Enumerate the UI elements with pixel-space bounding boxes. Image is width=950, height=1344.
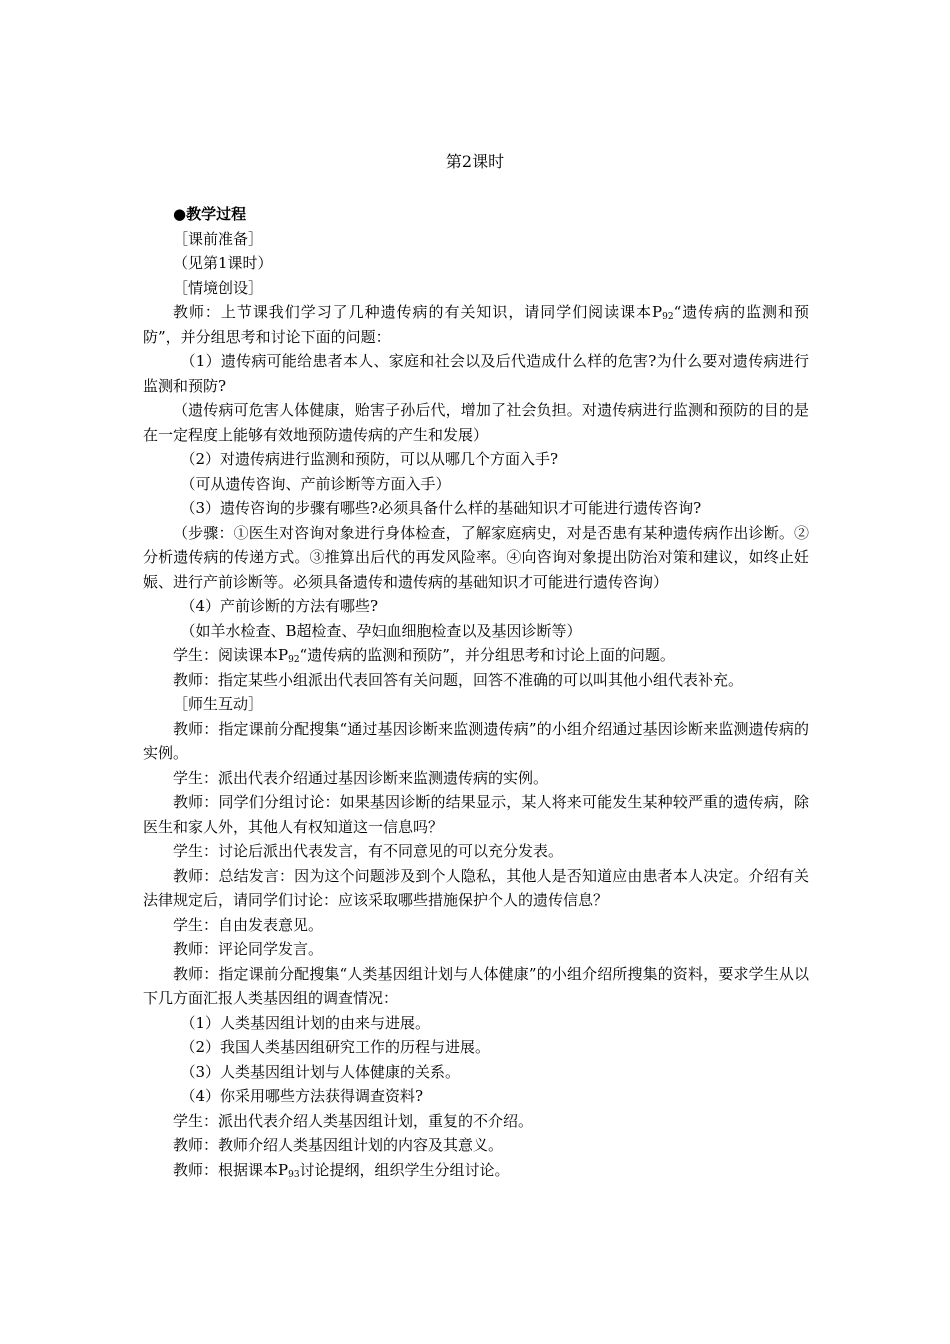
paragraph: 教师：总结发言：因为这个问题涉及到个人隐私，其他人是否知道应由患者本人决定。介绍有关法律规定后，请同学们讨论：应该采取哪些措施保护个人的遗传信息？ bbox=[143, 866, 809, 909]
paragraph: 学生：派出代表介绍通过基因诊断来监测遗传病的实例。 bbox=[173, 768, 549, 787]
list-item: （1）人类基因组计划的由来与进展。 bbox=[180, 1013, 431, 1032]
paragraph bbox=[143, 643, 809, 668]
document-body bbox=[143, 202, 809, 1182]
question-item: （2）对遗传病进行监测和预防，可以从哪几个方面入手? bbox=[180, 450, 559, 468]
paragraph: 教师：教师介绍人类基因组计划的内容及其意义。 bbox=[173, 1136, 504, 1154]
page-subscript: 92 bbox=[662, 312, 674, 322]
section-heading: ●教学过程 bbox=[173, 205, 247, 223]
answer-paragraph: （可从遗传咨询、产前诊断等方面入手） bbox=[180, 474, 451, 493]
list-item: （3）人类基因组计划与人体健康的关系。 bbox=[180, 1062, 461, 1081]
paragraph bbox=[143, 1158, 809, 1183]
paragraph: 教师：指定课前分配搜集“人类基因组计划与人体健康”的小组介绍所搜集的资料，要求学生从以下几方面汇报人类基因组的调查情况： bbox=[143, 964, 809, 1007]
paragraph: 教师：指定某些小组派出代表回答有关问题，回答不准确的可以叫其他小组代表补充。 bbox=[173, 670, 744, 689]
list-item: （4）你采用哪些方法获得调查资料? bbox=[180, 1087, 424, 1105]
paragraph: 学生：自由发表意见。 bbox=[173, 915, 324, 934]
paragraph: 教师：同学们分组讨论：如果基因诊断的结果显示，某人将来可能发生某种较严重的遗传病，除医生和家人外，其他人有权知道这一信息吗？ bbox=[143, 793, 809, 836]
page-title: 第2课时 bbox=[445, 152, 505, 171]
paragraph bbox=[143, 300, 809, 349]
paragraph: ［师生互动］ bbox=[173, 695, 264, 713]
text: 教师：根据课本P bbox=[173, 1160, 289, 1179]
question-item: （3）遗传咨询的步骤有哪些?必须具备什么样的基础知识才可能进行遗传咨询? bbox=[180, 499, 702, 517]
answer-paragraph: （遗传病可危害人体健康，贻害子孙后代，增加了社会负担。对遗传病进行监测和预防的目的是在一定程度上能够有效地预防遗传病的产生和发展） bbox=[143, 401, 809, 444]
text: 教师：上节课我们学习了几种遗传病的有关知识，请同学们阅读课本P bbox=[173, 303, 663, 321]
list-item: （2）我国人类基因组研究工作的历程与进展。 bbox=[180, 1038, 491, 1056]
text: 讨论提纲，组织学生分组讨论。 bbox=[299, 1160, 510, 1179]
text: “遗传病的监测和预防”，并分组思考和讨论上面的问题。 bbox=[299, 646, 675, 664]
paragraph: 学生：讨论后派出代表发言，有不同意见的可以充分发表。 bbox=[173, 842, 564, 860]
text: 学生：阅读课本P bbox=[173, 646, 289, 664]
paragraph: 教师：指定课前分配搜集“通过基因诊断来监测遗传病”的小组介绍通过基因诊断来监测遗传病的实例。 bbox=[143, 719, 809, 762]
paragraph: ［课前准备］ bbox=[173, 229, 264, 248]
paragraph: ［情境创设］ bbox=[173, 278, 264, 297]
page-subscript: 93 bbox=[288, 1169, 300, 1180]
text: “遗传病的监测和预防”，并分组思考和讨论下面的问题： bbox=[143, 303, 809, 346]
answer-paragraph: （如羊水检查、B超检查、孕妇血细胞检查以及基因诊断等） bbox=[180, 621, 582, 640]
paragraph: 教师：评论同学发言。 bbox=[173, 940, 324, 958]
page-subscript: 92 bbox=[288, 655, 300, 665]
question-item: （1）遗传病可能给患者本人、家庭和社会以及后代造成什么样的危害?为什么要对遗传病进行监测和预防? bbox=[143, 352, 809, 395]
question-item: （4）产前诊断的方法有哪些? bbox=[180, 597, 379, 615]
paragraph: 学生：派出代表介绍人类基因组计划，重复的不介绍。 bbox=[173, 1111, 534, 1130]
answer-paragraph: （步骤：①医生对咨询对象进行身体检查，了解家庭病史，对是否患有某种遗传病作出诊断。②分析遗传病的传递方式。③推算出后代的再发风险率。④向咨询对象提出防治对策和建议，如终止妊娠、进行产前诊断等。必须具备遗传和遗传病的基础知识才可能进行遗传咨询） bbox=[143, 523, 809, 591]
paragraph: （见第1课时） bbox=[173, 254, 273, 272]
